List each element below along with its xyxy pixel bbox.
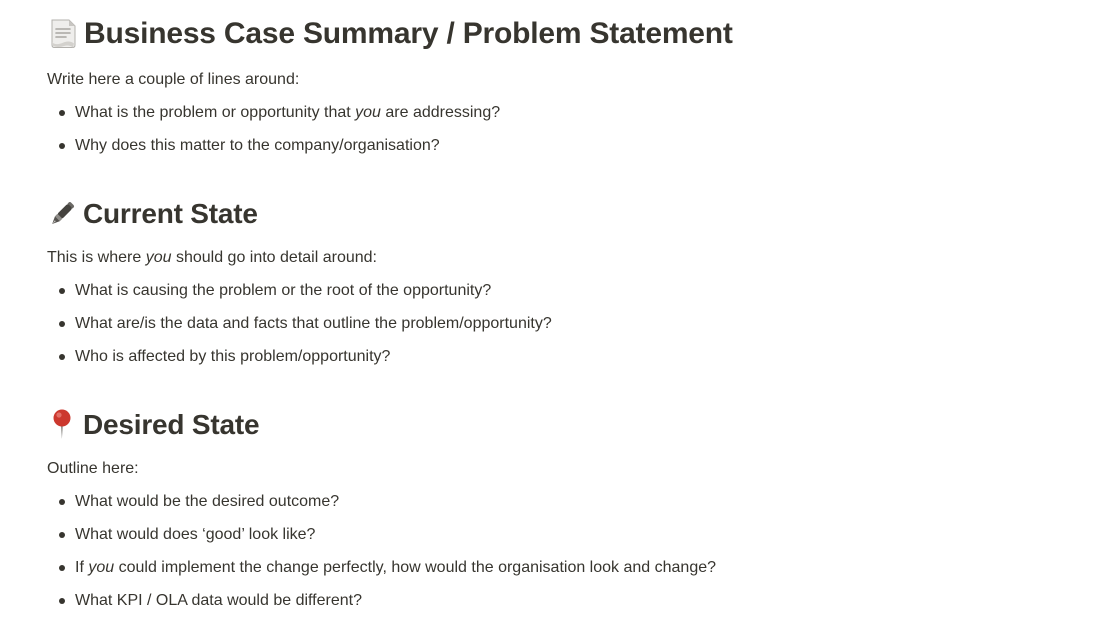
- bullet-list: [47, 490, 1072, 613]
- intro-segment: Outline here:: [47, 460, 139, 477]
- list-item[interactable]: [75, 279, 1072, 303]
- heading-text: Desired State: [83, 409, 260, 441]
- intro-text[interactable]: [47, 246, 1072, 270]
- intro-segment: should go into detail around:: [171, 249, 377, 266]
- bullet-segment: What are/is the data and facts that outline the problem/opportunity?: [75, 315, 552, 332]
- bullet-list: [47, 101, 1072, 158]
- list-item[interactable]: [75, 556, 1072, 580]
- round-pushpin-icon: [47, 409, 77, 441]
- list-item[interactable]: [75, 345, 1072, 369]
- bullet-segment-italic: you: [355, 104, 381, 121]
- bullet-list: [47, 279, 1072, 369]
- bullet-segment: What would does ‘good’ look like?: [75, 526, 316, 543]
- page-with-curl-icon: [47, 18, 79, 50]
- intro-segment: This is where: [47, 249, 146, 266]
- bullet-segment: could implement the change perfectly, how would the organisation look and change?: [114, 559, 717, 576]
- list-item[interactable]: [75, 523, 1072, 547]
- section-business-case-summary: [47, 12, 1072, 158]
- bullet-segment: What KPI / OLA data would be different?: [75, 592, 362, 609]
- bullet-segment-italic: you: [88, 559, 115, 576]
- page-title[interactable]: [47, 12, 1072, 56]
- intro-segment: Write here a couple of lines around:: [47, 71, 300, 88]
- list-item[interactable]: [75, 312, 1072, 336]
- intro-segment-italic: you: [145, 249, 172, 266]
- heading-desired-state[interactable]: [47, 405, 1072, 445]
- bullet-segment: What would be the desired outcome?: [75, 493, 340, 510]
- list-item[interactable]: [75, 101, 1072, 125]
- bullet-segment: Who is affected by this problem/opportunity?: [75, 348, 391, 365]
- bullet-segment: Why does this matter to the company/organisation?: [75, 137, 440, 154]
- bullet-segment: are addressing?: [380, 104, 501, 121]
- bullet-segment: What is the problem or opportunity that: [75, 104, 356, 121]
- heading-current-state[interactable]: [47, 194, 1072, 234]
- heading-text: Current State: [83, 198, 258, 230]
- bullet-segment: If: [75, 559, 89, 576]
- intro-text[interactable]: [47, 457, 1072, 481]
- bullet-segment: What is causing the problem or the root of the opportunity?: [75, 282, 492, 299]
- intro-text[interactable]: [47, 68, 1072, 92]
- list-item[interactable]: [75, 134, 1072, 158]
- page-title-text: Business Case Summary / Problem Statement: [84, 17, 733, 50]
- list-item[interactable]: [75, 589, 1072, 613]
- list-item[interactable]: [75, 490, 1072, 514]
- pen-icon: [47, 199, 77, 229]
- section-desired-state: [47, 405, 1072, 613]
- section-current-state: [47, 194, 1072, 369]
